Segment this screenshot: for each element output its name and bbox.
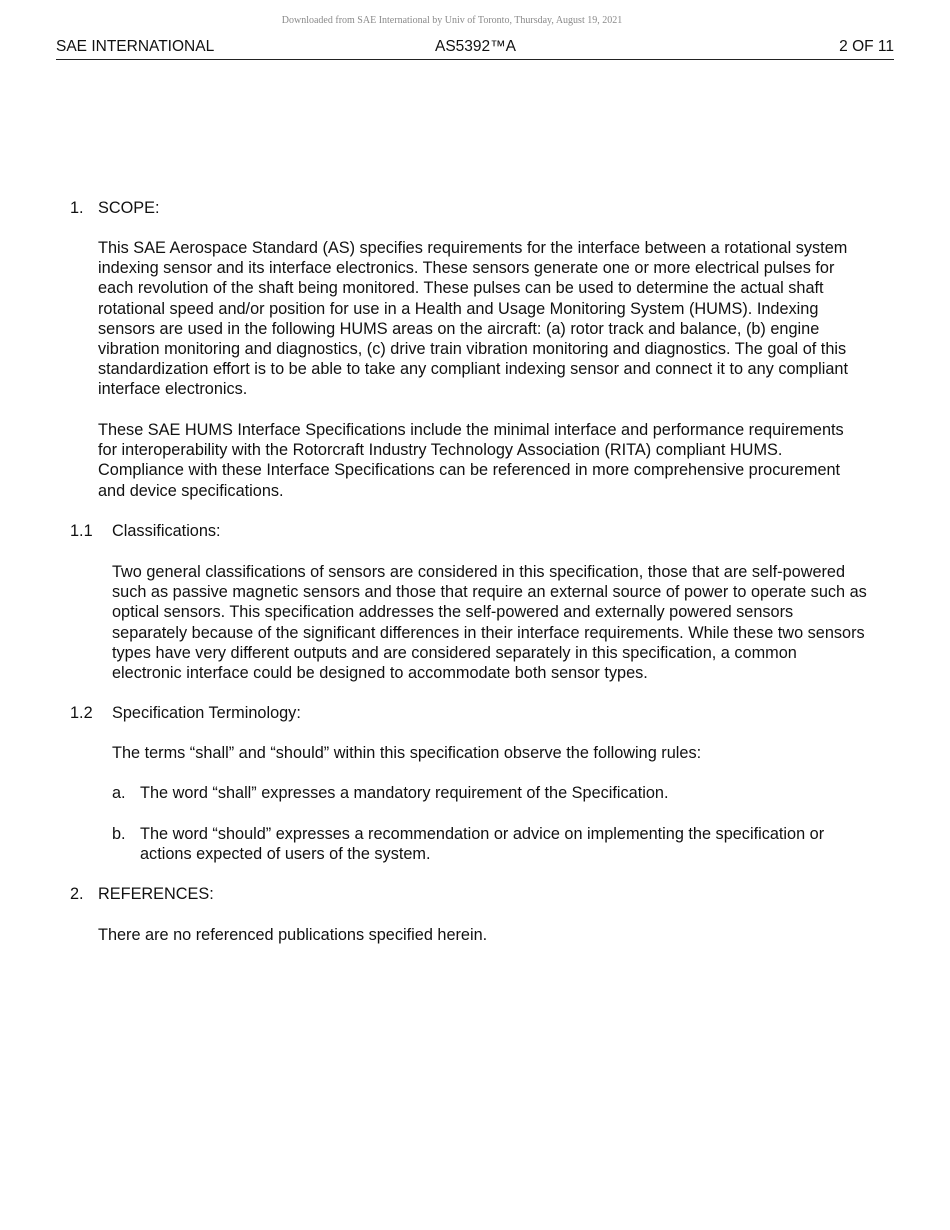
page-header [56,38,894,60]
section-title: REFERENCES: [98,885,214,903]
header-document-number: AS5392™A [435,38,516,55]
terminology-intro: The terms “shall” and “should” within this specification observe the following rules: [112,744,702,762]
download-watermark: Downloaded from SAE International by Univ of Toronto, Thursday, August 19, 2021 [281,15,623,26]
terminology-item-a: The word “shall” expresses a mandatory requirement of the Specification. [140,784,669,802]
list-marker-b: b. [112,825,126,843]
references-paragraph: There are no referenced publications specified herein. [98,926,488,944]
list-marker-a: a. [112,784,126,802]
section-number: 1. [70,199,84,217]
classifications-paragraph: Two general classifications of sensors are considered in this specification, those that are self-powered such as passive magnetic sensors and those that require an external source of power to operate such as optical sensors. This specification addresses the self-powered and externally powered sensors separately because of the significant differences in their interface requirements. While these two sensors types have very different outputs and are considered separately in this specification, a common electronic interface could be designed to accommodate both sensor types. [112,563,867,683]
section-number: 2. [70,885,84,903]
section-number: 1.2 [70,704,93,722]
terminology-item-b: The word “should” expresses a recommendation or advice on implementing the specification or actions expected of users of the system. [140,825,825,864]
section-number: 1.1 [70,522,93,540]
section-title: SCOPE: [98,199,160,217]
scope-paragraph-1: This SAE Aerospace Standard (AS) specifies requirements for the interface between a rotational system indexing sensor and its interface electronics. These sensors generate one or more electrical pulses for each revolution of the shaft being monitored. These pulses can be used to determine the actual shaft rotational speed and/or position for use in a Health and Usage Monitoring System (HUMS). Indexing sensors are used in the following HUMS areas on the aircraft: (a) rotor track and balance, (b) engine vibration monitoring and diagnostics, (c) drive train vibration monitoring and diagnostics. The goal of this standardization effort is to be able to take any compliant indexing sensor and connect it to any compliant interface electronics. [98,239,848,399]
scope-paragraph-2: These SAE HUMS Interface Specifications include the minimal interface and performance requirements for interoperability with the Rotorcraft Industry Technology Association (RITA) compliant HUMS. Compliance with these Interface Specifications can be referenced in more comprehensive procurement and device specifications. [98,421,844,500]
header-page-number: 2 OF 11 [839,38,894,55]
header-publisher: SAE INTERNATIONAL [56,38,215,55]
section-title: Classifications: [112,522,221,540]
section-title: Specification Terminology: [112,704,301,722]
